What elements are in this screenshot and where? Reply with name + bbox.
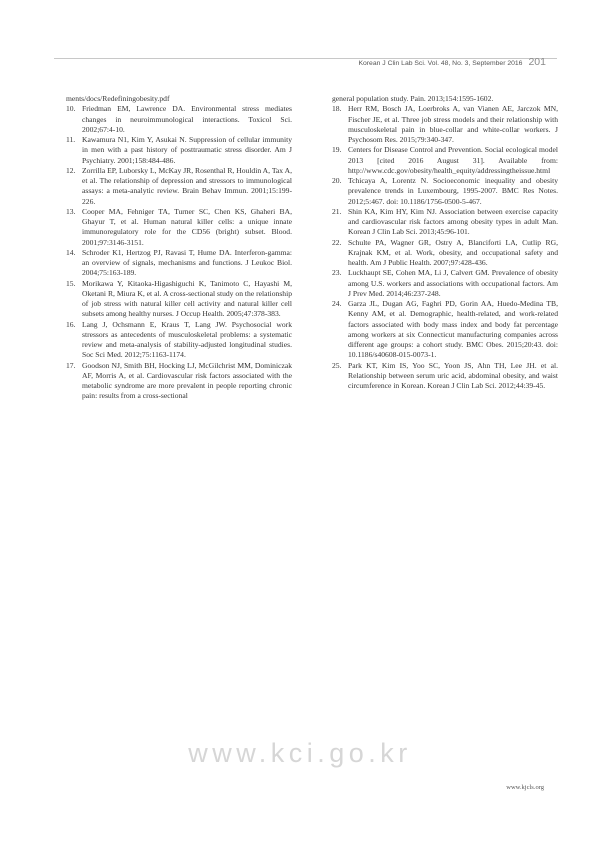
reference-number: 15.: [66, 278, 76, 288]
reference-text: Friedman EM, Lawrence DA. Environmental stress mediates changes in neuroimmunological interactions. Toxicol Sci. 2002;67:4-10.: [82, 104, 292, 134]
reference-text: Cooper MA, Fehniger TA, Turner SC, Chen KS, Ghaheri BA, Ghayur T, et al. Human natural killer cells: a unique innate immunoregulatory role for the CD56 (bright) subset. Blood. 2001;97:3146-3151.: [82, 206, 292, 247]
reference-item: [332, 176, 558, 207]
right-column: [332, 94, 558, 391]
reference-text: Shin KA, Kim HY, Kim NJ. Association between exercise capacity and cardiovascular risk factors among obesity types in adult Man. Korean J Clin Lab Sci. 2013;45:96-101.: [348, 206, 558, 237]
reference-number: 25.: [332, 360, 342, 370]
reference-item: [332, 361, 558, 392]
reference-text: Luckhaupt SE, Cohen MA, Li J, Calvert GM. Prevalence of obesity among U.S. workers and associations with occupational factors. Am J Prev Med. 2014;46:237-248.: [348, 268, 558, 298]
reference-number: 23.: [332, 268, 342, 278]
left-reference-list: [66, 104, 292, 401]
reference-number: 21.: [332, 206, 342, 216]
page-number: 201: [528, 56, 546, 68]
reference-text: Kawamura N1, Kim Y, Asukai N. Suppression of cellular immunity in men with a past history of posttraumatic stress disorder. Am J Psychiatry. 2001;158:484-486.: [82, 135, 292, 165]
reference-number: 19.: [332, 145, 342, 155]
reference-text: Lang J, Ochsmann E, Kraus T, Lang JW. Psychosocial work stressors as antecedents of musculoskeletal problems: a systematic review and meta-analysis of stability-adjusted longitudinal studies. Soc Sci Med. 2012;75:1163-1174.: [82, 319, 292, 360]
reference-item: [66, 248, 292, 279]
reference-number: 20.: [332, 176, 342, 185]
reference-item: [332, 238, 558, 269]
reference-item: [66, 361, 292, 402]
reference-text: Park KT, Kim IS, Yoo SC, Yoon JS, Ahn TH, Lee JH. et al. Relationship between serum uric acid, abdominal obesity, and waist circumference in Korean. Korean J Clin Lab Sci. 2012;44:39-45.: [348, 360, 558, 390]
reference-text: Centers for Disease Control and Prevention. Social ecological model 2013 [cited 2016 August 31]. Available from: http://www.cdc.gov/obesity/health_equity/addressingtheissue.html: [348, 145, 558, 175]
footer-url: www.kjcls.org: [506, 784, 544, 791]
reference-number: 10.: [66, 104, 76, 114]
journal-citation: Korean J Clin Lab Sci. Vol. 48, No. 3, September 2016: [358, 60, 523, 67]
reference-item: [66, 279, 292, 320]
reference-number: 12.: [66, 165, 76, 175]
reference-text: Garza JL, Dugan AG, Faghri PD, Gorin AA, Huedo-Medina TB, Kenny AM, et al. Demographic, health-related, and work-related factors associated with body mass index and body fat percentage among workers at six Connecticut manufacturing companies across different age groups: a cohort study. BMC Obes. 2015;20:43. doi: 10.1186/s40608-015-0073-1.: [348, 299, 558, 360]
reference-number: 22.: [332, 237, 342, 247]
reference-text: Schulte PA, Wagner GR, Ostry A, Blanciforti LA, Cutlip RG, Krajnak KM, et al. Work, obesity, and occupational safety and health. Am J Public Health. 2007;97:428-436.: [348, 237, 558, 267]
left-column: [66, 94, 292, 402]
reference-text: Morikawa Y, Kitaoka-Higashiguchi K, Tanimoto C, Hayashi M, Oketani R, Miura K, et al. A cross-sectional study on the relationship of job stress with natural killer cell activity and natural killer cell subsets among healthy nurses. J Occup Health. 2005;47:378-383.: [82, 278, 292, 319]
left-continuation: ments/docs/Redefiningobesity.pdf: [66, 94, 170, 103]
reference-text: Goodson NJ, Smith BH, Hocking LJ, McGilchrist MM, Dominiczak AF, Morris A, et al. Cardiovascular risk factors associated with the metabolic syndrome are more prevalent in people reporting chronic pain: results from a cross-sectional: [82, 360, 292, 401]
watermark: www.kci.go.kr: [188, 738, 412, 768]
reference-text: Herr RM, Bosch JA, Loerbroks A, van Vianen AE, Jarczok MN, Fischer JE, et al. Three job stress models and their relationship with musculoskeletal pain in blue-collar and white-collar workers. J Psychosom Res. 2015;79:340-347.: [348, 104, 558, 144]
reference-item: [66, 104, 292, 135]
reference-item: [66, 166, 292, 207]
reference-item: [332, 299, 558, 361]
reference-number: 11.: [66, 135, 76, 144]
reference-item: [332, 104, 558, 145]
reference-number: 18.: [332, 104, 342, 114]
right-reference-list: [332, 104, 558, 391]
right-continuation: general population study. Pain. 2013;154:1595-1602.: [332, 94, 494, 103]
reference-item: [66, 135, 292, 166]
reference-item: [332, 207, 558, 238]
reference-text: Tchicaya A, Lorentz N. Socioeconomic inequality and obesity prevalence trends in Luxembourg, 1995-2007. BMC Res Notes. 2012;5:467. doi: 10.1186/1756-0500-5-467.: [348, 176, 558, 206]
reference-number: 24.: [332, 299, 342, 308]
reference-number: 14.: [66, 247, 76, 257]
reference-item: [66, 207, 292, 248]
reference-text: Schroder K1, Hertzog PJ, Ravasi T, Hume DA. Interferon-gamma: an overview of signals, mechanisms and functions. J Leukoc Biol. 2004;75:163-189.: [82, 247, 292, 278]
reference-number: 13.: [66, 206, 76, 216]
reference-item: [66, 320, 292, 361]
reference-number: 17.: [66, 360, 76, 370]
reference-number: 16.: [66, 319, 76, 329]
reference-item: [332, 268, 558, 299]
reference-item: [332, 145, 558, 176]
running-header: [358, 56, 546, 68]
reference-text: Zorrilla EP, Luborsky L, McKay JR, Rosenthal R, Houldin A, Tax A, et al. The relationship of depression and stressors to immunological assays: a meta-analytic review. Brain Behav Immun. 2001;15:199-226.: [82, 165, 292, 206]
